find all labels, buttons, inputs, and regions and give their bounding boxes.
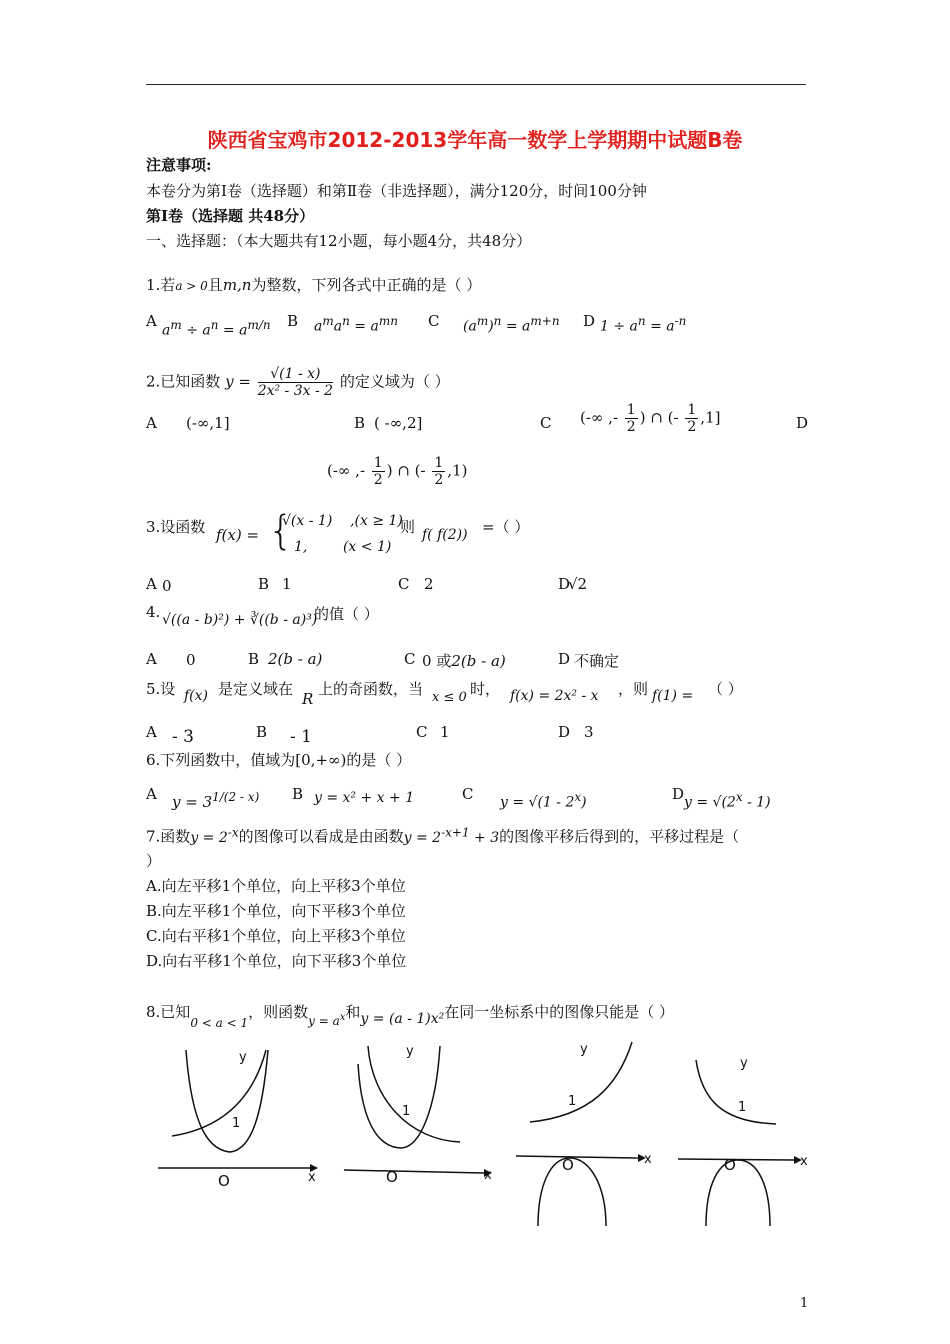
q8-graph-a-parabola — [186, 1050, 268, 1152]
q1-option-c-label: C — [428, 312, 440, 330]
q8-graph-d-parabola — [706, 1160, 770, 1226]
q7-option-a: A.向左平移1个单位，向上平移3个单位 — [146, 877, 406, 895]
q8-graph-a-origin-label: O — [218, 1172, 230, 1190]
q3-option-a-label: A — [146, 575, 157, 593]
q8-graph-d-y-label: y — [740, 1056, 748, 1071]
notice-heading: 注意事项: — [146, 156, 212, 174]
q8-graph-c-one-label: 1 — [568, 1094, 577, 1109]
q5-option-d: 3 — [584, 723, 594, 741]
q3-expression: f( f(2)) — [422, 527, 468, 543]
q6-option-c: y = √(1 - 2$^x$) — [500, 790, 587, 811]
q8-graph-c-x-axis — [516, 1156, 638, 1158]
q5-option-c: 1 — [440, 723, 450, 741]
page-title: 陕西省宝鸡市2012-2013学年高一数学上学期期中试题B卷 — [207, 128, 743, 152]
q8-graph-d-one-label: 1 — [738, 1100, 747, 1115]
q3-option-c-label: C — [398, 575, 410, 593]
q5-option-b: - 1 — [290, 727, 312, 747]
q5-option-b-label: B — [256, 723, 268, 741]
q7-option-b: B.向左平移1个单位，向下平移3个单位 — [146, 902, 406, 920]
question-8-stem: 8.已知$_{0 < a < 1}$，则函数$_{y = a^x}$和y = (a - 1)x²在同一坐标系中的图像只能是（ ） — [146, 1003, 675, 1030]
section1-heading: 一、选择题：（本大题共有12小题，每小题4分，共48分） — [146, 232, 532, 250]
q3-option-c: 2 — [424, 575, 434, 593]
q8-graph-b-exponential — [368, 1046, 460, 1142]
question-2-stem: 2.已知函数 y = $\frac{√(1 - x)}{\text{2x² - 3x - 2}}$ 的定义域为（ ） — [146, 366, 450, 399]
q4-option-b: 2(b - a) — [268, 650, 323, 668]
q1-option-a: $a^m \div a^n = a^{m/n}$ — [162, 318, 271, 339]
q5-stem-b: 是定义域在 — [218, 680, 294, 698]
q4-expression: √((a - b)²) + ∛((b - a)³) — [162, 612, 318, 628]
q6-option-d: $y = √(2^x - 1)$ — [684, 790, 771, 811]
question-7-stem: 7.函数$y = 2^{-x}$的图像可以看成是由函数$y = 2^{-x+1} + 3$的图像平移后得到的，平移过程是（ — [146, 825, 740, 846]
q2-option-d: (-∞ ,- $\frac{1}{2}$ ) ∩ (- $\frac{1}{2}$ ,1) — [327, 455, 468, 488]
q8-graph-c — [510, 1036, 670, 1232]
q3-function: f(x) = — [216, 526, 260, 544]
q6-option-b: y = x² + x + 1 — [314, 790, 415, 806]
q4-stem-end: 的值（ ） — [314, 605, 379, 623]
header-rule — [146, 84, 806, 85]
q1-option-b-label: B — [287, 312, 299, 330]
question-5-stem-a: 5.设 — [146, 680, 176, 698]
q1-option-a-label: A — [146, 312, 157, 330]
q2-option-b-label: B — [354, 414, 366, 432]
q5-paren: （ ） — [708, 680, 743, 698]
q2-option-a-label: A — [146, 414, 157, 432]
question-7-close: ） — [146, 852, 162, 870]
q3-option-a: 0 — [162, 577, 172, 595]
q5-ask: f(1) = — [652, 688, 694, 704]
q1-option-d-label: D — [583, 312, 596, 330]
q3-case-1: √(x - 1) ,(x ≥ 1) — [282, 513, 403, 529]
q8-graph-a-exponential — [172, 1050, 266, 1136]
q6-option-c-label: C — [462, 785, 474, 803]
q5-option-c-label: C — [416, 723, 428, 741]
q4-option-c-label: C — [404, 650, 416, 668]
q2-option-b: ( -∞,2] — [374, 414, 423, 432]
q7-option-d: D.向右平移1个单位，向下平移3个单位 — [146, 952, 407, 970]
q3-option-b: 1 — [282, 575, 292, 593]
question-6-stem: 6.下列函数中，值域为[0,+∞)的是（ ） — [146, 751, 412, 769]
q6-option-d-label: D — [672, 785, 685, 803]
q5-stem-d: 时， — [470, 680, 501, 698]
q3-option-b-label: B — [258, 575, 270, 593]
q8-graph-d-origin-label: O — [724, 1156, 736, 1174]
q2-option-d-label: D — [796, 414, 809, 432]
q2-option-a: (-∞,1] — [186, 414, 230, 432]
q1-option-c: $(a^m)^n = a^{m+n}$ — [463, 314, 560, 335]
page-number: 1 — [800, 1296, 809, 1311]
q5-option-a-label: A — [146, 723, 157, 741]
q8-graph-b-origin-label: O — [386, 1168, 398, 1186]
question-1-stem: 1.若a > 0且m,n为整数，下列各式中正确的是（ ） — [146, 276, 482, 294]
q6-option-b-label: B — [292, 785, 304, 803]
q5-option-a: - 3 — [172, 727, 194, 747]
q8-graph-b-y-label: y — [406, 1044, 414, 1059]
q6-option-a-label: A — [146, 785, 157, 803]
q5-stem-e: ，则 — [618, 680, 649, 698]
q3-brace: { — [268, 508, 294, 554]
q3-case-2: 1, (x < 1) — [294, 539, 392, 555]
q8-graph-a-y-label: y — [239, 1050, 247, 1065]
q7-option-c: C.向右平移1个单位，向上平移3个单位 — [146, 927, 406, 945]
q5-formula: f(x) = 2x² - x — [510, 688, 599, 704]
q5-stem-c: 上的奇函数，当 — [318, 680, 424, 698]
notice-text: 本卷分为第Ⅰ卷（选择题）和第Ⅱ卷（非选择题），满分120分，时间100分钟 — [146, 182, 647, 200]
q5-cond: x ≤ 0 — [432, 690, 467, 705]
q3-ask: =（ ） — [482, 518, 530, 536]
question-4-stem: 4. — [146, 603, 161, 621]
q4-option-b-label: B — [248, 650, 260, 668]
q8-graph-a-x-label: x — [308, 1170, 316, 1185]
q2-option-c-label: C — [540, 414, 552, 432]
q8-graph-b-x-label: x — [484, 1168, 492, 1183]
q6-option-a: $y = 3^{1/(2 - x)}$ — [172, 790, 260, 811]
q2-option-c: (-∞ ,- $\frac{1}{2}$ ) ∩ (- $\frac{1}{2}$ ,1] — [580, 402, 721, 435]
q8-graph-d-exponential — [696, 1060, 776, 1124]
q3-option-d-label: D — [558, 575, 571, 593]
q8-graph-c-origin-label: O — [562, 1156, 574, 1174]
q8-graph-c-y-label: y — [580, 1042, 588, 1057]
q3-option-d: √2 — [568, 575, 588, 593]
q5-fx: f(x) — [184, 688, 209, 704]
q4-option-c: 0 或2(b - a) — [422, 652, 506, 670]
q8-graph-b-x-axis — [344, 1170, 484, 1173]
q1-option-d: $1 \div a^n = a^{-n}$ — [600, 314, 687, 335]
q5-R: R — [302, 690, 314, 708]
q5-option-d-label: D — [558, 723, 571, 741]
question-3-stem: 3.设函数 — [146, 518, 206, 536]
q8-graph-c-x-label: x — [644, 1152, 652, 1167]
q1-option-b: $a^ma^n = a^{mn}$ — [314, 314, 398, 335]
q4-option-d: 不确定 — [574, 652, 620, 670]
q4-option-d-label: D — [558, 650, 571, 668]
q4-option-a-label: A — [146, 650, 157, 668]
q8-graph-a-one-label: 1 — [232, 1116, 241, 1131]
q4-option-a: 0 — [186, 651, 196, 669]
q8-graph-d-x-label: x — [800, 1154, 808, 1169]
q3-then: 则 — [400, 518, 416, 536]
part1-heading: 第Ⅰ卷（选择题 共48分） — [146, 207, 315, 225]
q8-graph-b-one-label: 1 — [402, 1104, 411, 1119]
